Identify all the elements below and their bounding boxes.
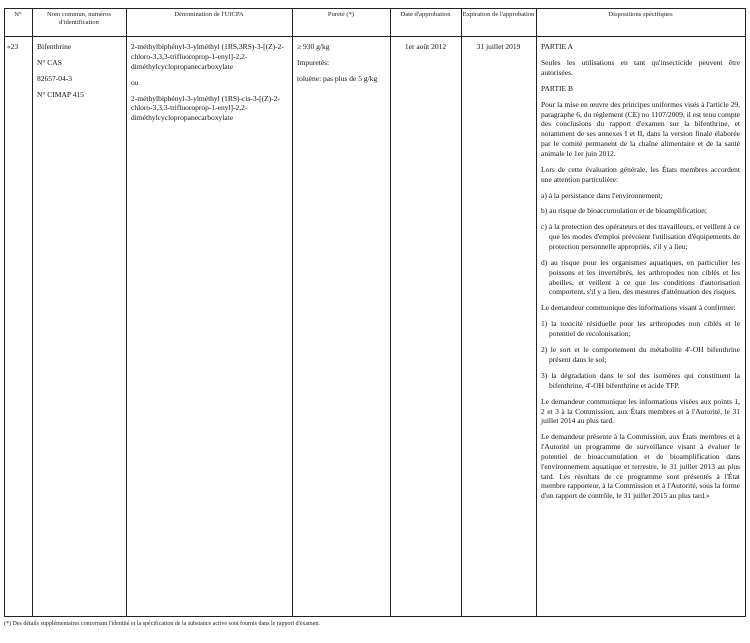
confirmation-item: 3) la dégradation dans le sol des isomères qui constituent la bifenthrine, 4'-OH bifenthrine et acide TFP. (541, 370, 740, 390)
confirmation-item: 1) la toxicité résiduelle pour les arthropodes non ciblés et le potentiel de recolonisation; (541, 319, 740, 339)
footnote: (*) Des détails supplémentaires concernant l'identité et la spécification de la substance active sont fournis dans le rapport d'examen. (4, 621, 320, 627)
column-border (745, 8, 746, 616)
cas-label: N° CAS (37, 57, 62, 67)
provisions-paragraph: Le demandeur présente à la Commission, aux États membres et à l'Autorité un programme de surveillance visant à évaluer le potentiel de bioaccumulation et de bioamplification dans l'environnement aquatique et terrestre, le 31 juillet 2013 au plus tard. Les résultats de ce programme sont présentés à l'État membre rapporteur, à la Commission et à l'Autorité, sous la forme d'un rapport de contrôle, le 31 juillet 2015 au plus tard.» (541, 432, 740, 501)
cas-number: 82657-04-3 (37, 73, 72, 83)
expiry-date: 31 juillet 2019 (476, 42, 521, 51)
header-specific-provisions: Dispositions spécifiques (608, 11, 673, 18)
header-approval-date: Date d'approbation (400, 11, 451, 18)
impurities-value: toluène: pas plus de 5 g/kg (297, 73, 378, 83)
provisions-list-item: c) à la protection des opérateurs et des travailleurs, et veillent à ce que les modes d'emploi prévoient l'utilisation d'équipements de protection personnelle appropriés, s'il y a lieu; (541, 222, 740, 252)
header-purity: Pureté (*) (327, 11, 355, 18)
iupac-or: ou (131, 77, 139, 87)
confirmation-item: 2) le sort et le comportement du métabolite 4'-OH bifenthrine présent dans le sol; (541, 345, 740, 364)
provisions-paragraph: Le demandeur communique les informations visées aux points 1, 2 et 3 à la Commission, aux États membres et à l'Autorité, le 31 juillet 2014 au plus tard. (541, 396, 740, 426)
cimap-number: N° CIMAP 415 (37, 89, 84, 99)
identifiers-cell (37, 42, 123, 106)
provisions-paragraph: Lors de cette évaluation générale, les États membres accordent une attention particulière: (541, 164, 740, 184)
provisions-list-item: a) à la persistance dans l'environnement; (541, 190, 663, 200)
purity-value: ≥ 930 g/kg (297, 42, 330, 51)
header-iupac-name: Dénomination de l'UICPA (174, 11, 244, 18)
provisions-list-item: d) au risque pour les organismes aquatiques, en particulier les poissons et les invertébrés, les arthropodes non ciblés et les abeilles, et veillent à ce que les conditions d'autorisation comportent, s'il y a lieu, des mesures d'atténuation des risques. (541, 258, 740, 297)
part-a-heading: PARTIE A (541, 42, 573, 51)
purity-cell (297, 42, 385, 90)
column-border (4, 8, 5, 616)
header-expiry-date: Expiration de l'approbation (462, 11, 535, 18)
provisions-list-item: b) au risque de bioaccumulation et de bioamplification; (541, 206, 707, 216)
provisions-paragraph: Pour la mise en œuvre des principes uniformes visés à l'article 29, paragraphe 6, du règlement (CE) no 1107/2009, il est tenu compte des conclusions du rapport d'examen sur la bifenthrine, et notamment de ses annexes I et II, dans la version finale élaborée par le comité permanent de la chaîne alimentaire et de la santé animale le 1er juin 2012. (541, 99, 740, 158)
column-border (390, 8, 391, 616)
header-common-name: Nom commun, numéros d'identification (47, 11, 111, 26)
common-name: Bifenthrine (37, 42, 72, 51)
iupac-name-1: 2-méthylbiphényl-3-ylméthyl (1RS,3RS)-3-[(Z)-2-chloro-3,3,3-trifluoroprop-1-enyl]-2,2-diméthylcyclopropanecarboxylate (131, 42, 284, 71)
column-border (461, 8, 462, 616)
header-number: N° (14, 11, 22, 18)
approval-date: 1er août 2012 (404, 42, 447, 51)
table-bottom-border (4, 616, 746, 617)
impurities-label: Impuretés: (297, 57, 330, 67)
header-bottom-border (4, 36, 746, 37)
part-a-text: Seules les utilisations en tant qu'insecticide peuvent être autorisées. (541, 57, 740, 77)
iupac-name-2: 2-méthylbiphényl-3-ylméthyl (1RS)-cis-3-[(Z)-2-chloro-3,3,3-trifluoroprop-1-enyl]-2,2-diméthylcyclopropanecarboxylate (131, 93, 280, 123)
part-b-heading: PARTIE B (541, 83, 573, 93)
row-number: «23 (7, 42, 19, 51)
provisions-cell (541, 42, 740, 507)
column-border (32, 8, 33, 616)
column-border (126, 8, 127, 616)
column-border (536, 8, 537, 616)
iupac-cell (131, 42, 287, 129)
table-top-border (4, 8, 746, 9)
column-border (292, 8, 293, 616)
provisions-paragraph: Le demandeur communique des informations visant à confirmer: (541, 303, 736, 313)
